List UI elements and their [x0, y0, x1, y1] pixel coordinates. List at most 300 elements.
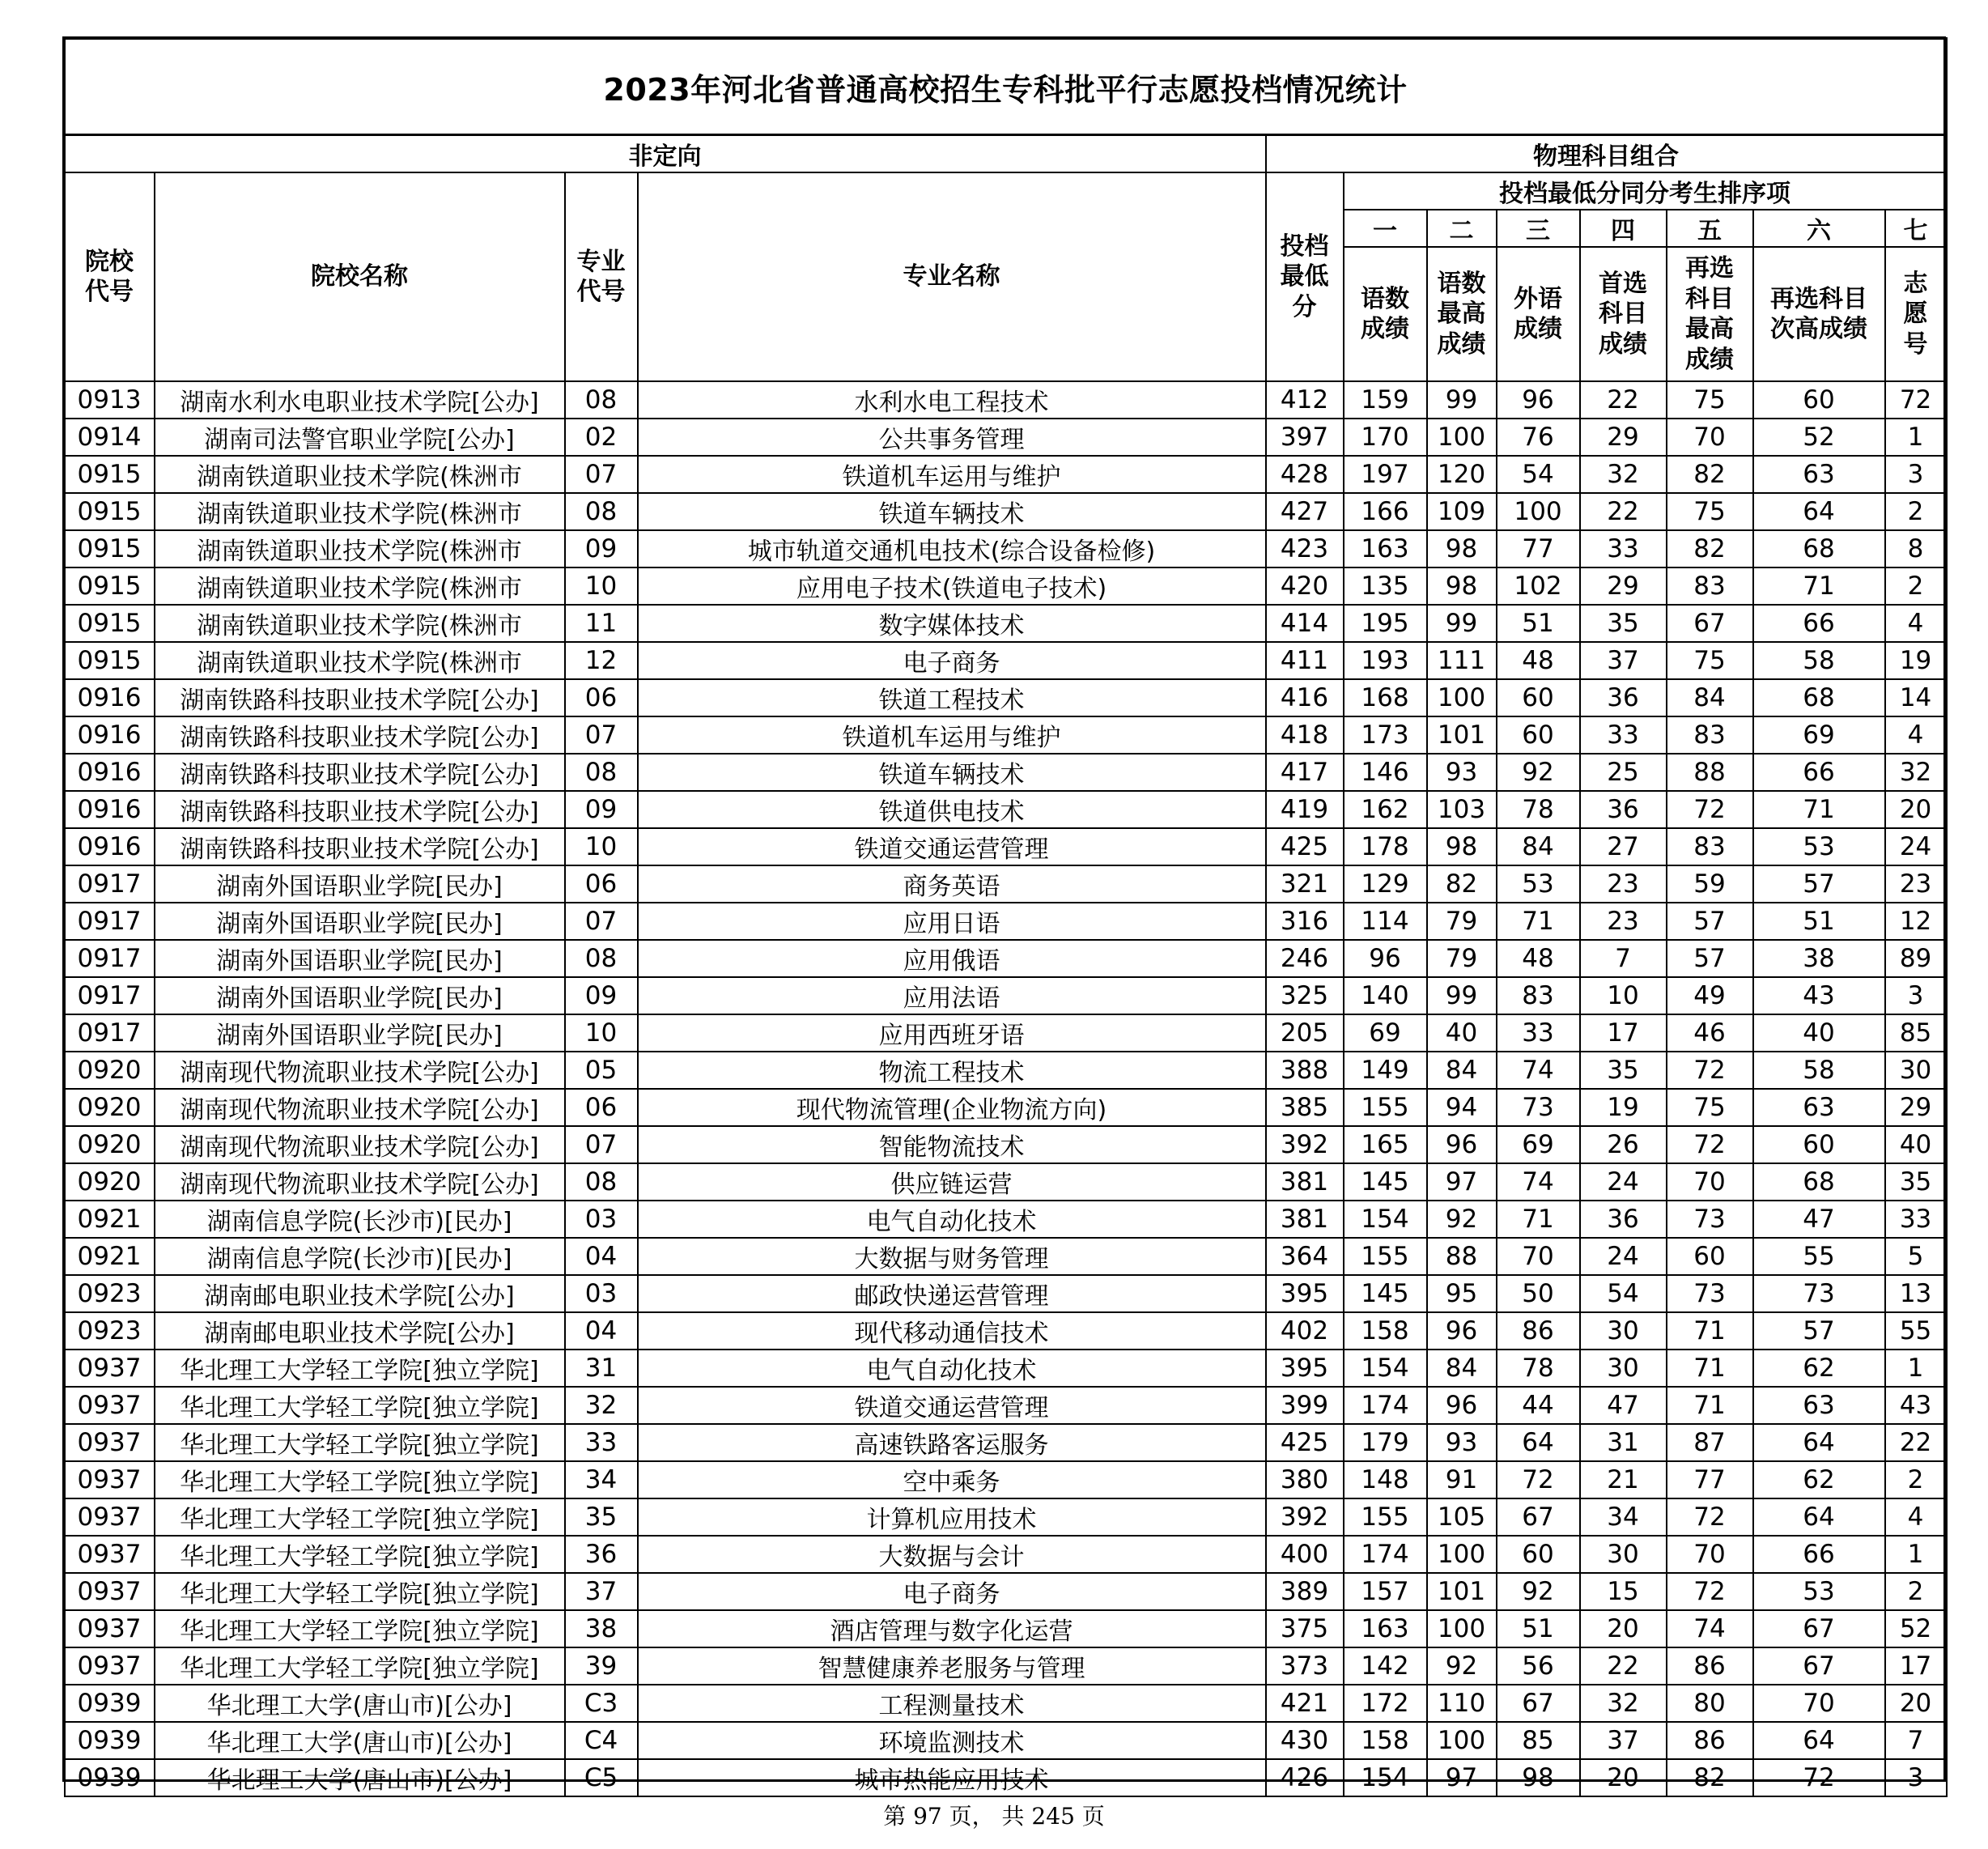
- cell-school-code: 0920: [65, 1163, 155, 1201]
- cell-rank-7: 20: [1885, 791, 1947, 828]
- cell-school-code: 0917: [65, 940, 155, 977]
- cell-major-code: 11: [565, 605, 638, 642]
- cell-rank-3: 77: [1497, 530, 1580, 567]
- cell-min-score: 411: [1266, 642, 1344, 679]
- rank-label-2: 语数 最高 成绩: [1427, 247, 1497, 381]
- cell-rank-5: 77: [1667, 1461, 1753, 1498]
- cell-rank-3: 51: [1497, 605, 1580, 642]
- cell-rank-1: 193: [1344, 642, 1427, 679]
- cell-rank-6: 63: [1753, 456, 1885, 493]
- cell-rank-3: 44: [1497, 1387, 1580, 1424]
- cell-rank-5: 86: [1667, 1647, 1753, 1685]
- cell-school-code: 0939: [65, 1685, 155, 1722]
- cell-rank-2: 96: [1427, 1387, 1497, 1424]
- cell-rank-6: 51: [1753, 903, 1885, 940]
- group-non-directional: 非定向: [65, 135, 1266, 173]
- cell-rank-3: 85: [1497, 1722, 1580, 1759]
- cell-min-score: 388: [1266, 1052, 1344, 1089]
- cell-rank-4: 33: [1580, 530, 1667, 567]
- cell-rank-2: 103: [1427, 791, 1497, 828]
- cell-school-code: 0915: [65, 530, 155, 567]
- cell-rank-1: 135: [1344, 567, 1427, 605]
- cell-rank-6: 72: [1753, 1759, 1885, 1796]
- cell-rank-4: 31: [1580, 1424, 1667, 1461]
- cell-rank-4: 36: [1580, 791, 1667, 828]
- cell-school-code: 0915: [65, 567, 155, 605]
- cell-rank-4: 23: [1580, 865, 1667, 903]
- cell-rank-2: 105: [1427, 1498, 1497, 1536]
- cell-school-code: 0937: [65, 1387, 155, 1424]
- cell-rank-7: 14: [1885, 679, 1947, 716]
- cell-rank-3: 71: [1497, 903, 1580, 940]
- cell-rank-3: 73: [1497, 1089, 1580, 1126]
- cell-rank-4: 35: [1580, 605, 1667, 642]
- cell-major-name: 酒店管理与数字化运营: [638, 1610, 1266, 1647]
- cell-rank-1: 159: [1344, 381, 1427, 419]
- cell-rank-3: 48: [1497, 940, 1580, 977]
- cell-rank-6: 67: [1753, 1647, 1885, 1685]
- cell-rank-2: 109: [1427, 493, 1497, 530]
- cell-rank-6: 70: [1753, 1685, 1885, 1722]
- table-row: [65, 1573, 1947, 1610]
- page-title: 2023年河北省普通高校招生专科批平行志愿投档情况统计: [65, 39, 1947, 135]
- cell-rank-3: 76: [1497, 419, 1580, 456]
- cell-rank-2: 96: [1427, 1312, 1497, 1350]
- cell-rank-5: 57: [1667, 903, 1753, 940]
- cell-major-name: 智慧健康养老服务与管理: [638, 1647, 1266, 1685]
- cell-rank-5: 71: [1667, 1312, 1753, 1350]
- cell-min-score: 418: [1266, 716, 1344, 754]
- cell-major-name: 现代物流管理(企业物流方向): [638, 1089, 1266, 1126]
- cell-rank-5: 71: [1667, 1387, 1753, 1424]
- cell-rank-2: 101: [1427, 716, 1497, 754]
- cell-major-name: 铁道机车运用与维护: [638, 456, 1266, 493]
- cell-rank-3: 83: [1497, 977, 1580, 1014]
- cell-rank-3: 78: [1497, 1350, 1580, 1387]
- cell-school-name: 华北理工大学轻工学院[独立学院]: [155, 1647, 565, 1685]
- table-row: [65, 1610, 1947, 1647]
- cell-rank-3: 51: [1497, 1610, 1580, 1647]
- cell-min-score: 395: [1266, 1275, 1344, 1312]
- table-row: [65, 940, 1947, 977]
- cell-major-code: 33: [565, 1424, 638, 1461]
- cell-major-code: 02: [565, 419, 638, 456]
- cell-min-score: 414: [1266, 605, 1344, 642]
- cell-rank-4: 15: [1580, 1573, 1667, 1610]
- cell-rank-1: 145: [1344, 1275, 1427, 1312]
- cell-major-name: 工程测量技术: [638, 1685, 1266, 1722]
- cell-rank-7: 3: [1885, 1759, 1947, 1796]
- table-row: [65, 1238, 1947, 1275]
- cell-rank-7: 85: [1885, 1014, 1947, 1052]
- cell-school-name: 湖南司法警官职业学院[公办]: [155, 419, 565, 456]
- cell-rank-4: 27: [1580, 828, 1667, 865]
- cell-school-name: 华北理工大学轻工学院[独立学院]: [155, 1461, 565, 1498]
- cell-school-name: 湖南水利水电职业技术学院[公办]: [155, 381, 565, 419]
- cell-min-score: 426: [1266, 1759, 1344, 1796]
- cell-school-name: 华北理工大学轻工学院[独立学院]: [155, 1573, 565, 1610]
- cell-rank-5: 88: [1667, 754, 1753, 791]
- cell-rank-1: 154: [1344, 1201, 1427, 1238]
- cell-min-score: 402: [1266, 1312, 1344, 1350]
- cell-rank-6: 53: [1753, 1573, 1885, 1610]
- cell-school-name: 湖南铁路科技职业技术学院[公办]: [155, 754, 565, 791]
- cell-min-score: 428: [1266, 456, 1344, 493]
- cell-rank-1: 155: [1344, 1238, 1427, 1275]
- cell-rank-7: 32: [1885, 754, 1947, 791]
- cell-school-name: 湖南铁道职业技术学院(株洲市: [155, 456, 565, 493]
- cell-school-name: 湖南铁道职业技术学院(株洲市: [155, 567, 565, 605]
- cell-major-name: 铁道交通运营管理: [638, 1387, 1266, 1424]
- cell-rank-4: 22: [1580, 1647, 1667, 1685]
- table-row: [65, 1387, 1947, 1424]
- cell-rank-5: 46: [1667, 1014, 1753, 1052]
- cell-major-code: 07: [565, 456, 638, 493]
- cell-rank-4: 37: [1580, 1722, 1667, 1759]
- cell-rank-7: 8: [1885, 530, 1947, 567]
- cell-school-code: 0916: [65, 679, 155, 716]
- table-row: [65, 1424, 1947, 1461]
- cell-major-name: 水利水电工程技术: [638, 381, 1266, 419]
- cell-rank-6: 63: [1753, 1089, 1885, 1126]
- cell-rank-4: 32: [1580, 456, 1667, 493]
- cell-rank-2: 93: [1427, 1424, 1497, 1461]
- cell-rank-7: 7: [1885, 1722, 1947, 1759]
- cell-min-score: 246: [1266, 940, 1344, 977]
- cell-rank-6: 68: [1753, 530, 1885, 567]
- cell-rank-4: 30: [1580, 1312, 1667, 1350]
- table-row: [65, 1461, 1947, 1498]
- cell-school-name: 湖南现代物流职业技术学院[公办]: [155, 1052, 565, 1089]
- table-row: [65, 530, 1947, 567]
- cell-rank-6: 67: [1753, 1610, 1885, 1647]
- cell-rank-4: 17: [1580, 1014, 1667, 1052]
- cell-rank-3: 86: [1497, 1312, 1580, 1350]
- cell-rank-5: 75: [1667, 493, 1753, 530]
- cell-school-name: 湖南外国语职业学院[民办]: [155, 865, 565, 903]
- cell-rank-4: 34: [1580, 1498, 1667, 1536]
- cell-rank-2: 88: [1427, 1238, 1497, 1275]
- cell-major-code: 07: [565, 903, 638, 940]
- cell-major-code: 09: [565, 530, 638, 567]
- cell-rank-3: 67: [1497, 1685, 1580, 1722]
- cell-rank-5: 87: [1667, 1424, 1753, 1461]
- cell-major-code: 10: [565, 828, 638, 865]
- cell-major-name: 电子商务: [638, 1573, 1266, 1610]
- cell-rank-1: 173: [1344, 716, 1427, 754]
- cell-major-name: 商务英语: [638, 865, 1266, 903]
- cell-rank-2: 100: [1427, 679, 1497, 716]
- cell-major-name: 电子商务: [638, 642, 1266, 679]
- cell-rank-5: 72: [1667, 1052, 1753, 1089]
- cell-min-score: 392: [1266, 1498, 1344, 1536]
- cell-min-score: 381: [1266, 1201, 1344, 1238]
- cell-rank-7: 5: [1885, 1238, 1947, 1275]
- cell-rank-2: 111: [1427, 642, 1497, 679]
- cell-rank-6: 38: [1753, 940, 1885, 977]
- cell-rank-4: 26: [1580, 1126, 1667, 1163]
- cell-major-name: 大数据与会计: [638, 1536, 1266, 1573]
- cell-rank-6: 40: [1753, 1014, 1885, 1052]
- cell-rank-3: 100: [1497, 493, 1580, 530]
- cell-rank-3: 48: [1497, 642, 1580, 679]
- cell-school-name: 华北理工大学轻工学院[独立学院]: [155, 1424, 565, 1461]
- cell-rank-4: 21: [1580, 1461, 1667, 1498]
- cell-rank-1: 142: [1344, 1647, 1427, 1685]
- cell-rank-7: 2: [1885, 1573, 1947, 1610]
- table-row: [65, 493, 1947, 530]
- cell-major-name: 计算机应用技术: [638, 1498, 1266, 1536]
- cell-school-name: 华北理工大学轻工学院[独立学院]: [155, 1498, 565, 1536]
- cell-major-code: 08: [565, 1163, 638, 1201]
- cell-major-name: 大数据与财务管理: [638, 1238, 1266, 1275]
- cell-min-score: 397: [1266, 419, 1344, 456]
- cell-rank-6: 60: [1753, 381, 1885, 419]
- cell-major-code: 04: [565, 1312, 638, 1350]
- cell-major-name: 环境监测技术: [638, 1722, 1266, 1759]
- cell-min-score: 381: [1266, 1163, 1344, 1201]
- cell-major-name: 铁道车辆技术: [638, 493, 1266, 530]
- cell-school-code: 0923: [65, 1275, 155, 1312]
- cell-school-code: 0937: [65, 1424, 155, 1461]
- header-major-name: 专业名称: [638, 172, 1266, 381]
- cell-min-score: 321: [1266, 865, 1344, 903]
- cell-min-score: 399: [1266, 1387, 1344, 1424]
- cell-major-code: 12: [565, 642, 638, 679]
- cell-school-name: 湖南铁路科技职业技术学院[公办]: [155, 679, 565, 716]
- cell-rank-2: 95: [1427, 1275, 1497, 1312]
- cell-min-score: 389: [1266, 1573, 1344, 1610]
- cell-min-score: 373: [1266, 1647, 1344, 1685]
- cell-school-code: 0939: [65, 1759, 155, 1796]
- table-row: [65, 1312, 1947, 1350]
- header-school-name: 院校名称: [155, 172, 565, 381]
- cell-rank-3: 71: [1497, 1201, 1580, 1238]
- cell-rank-1: 162: [1344, 791, 1427, 828]
- cell-school-name: 湖南邮电职业技术学院[公办]: [155, 1312, 565, 1350]
- cell-rank-5: 70: [1667, 1536, 1753, 1573]
- cell-major-code: C3: [565, 1685, 638, 1722]
- table-row: [65, 828, 1947, 865]
- cell-school-code: 0914: [65, 419, 155, 456]
- cell-major-code: 10: [565, 1014, 638, 1052]
- cell-rank-7: 22: [1885, 1424, 1947, 1461]
- table-row: [65, 642, 1947, 679]
- cell-rank-4: 24: [1580, 1163, 1667, 1201]
- cell-min-score: 380: [1266, 1461, 1344, 1498]
- cell-school-code: 0920: [65, 1089, 155, 1126]
- cell-rank-5: 83: [1667, 828, 1753, 865]
- cell-rank-6: 66: [1753, 605, 1885, 642]
- cell-rank-6: 63: [1753, 1387, 1885, 1424]
- cell-rank-5: 73: [1667, 1275, 1753, 1312]
- cell-rank-7: 52: [1885, 1610, 1947, 1647]
- cell-rank-4: 20: [1580, 1610, 1667, 1647]
- cell-major-code: 10: [565, 567, 638, 605]
- cell-rank-2: 100: [1427, 1610, 1497, 1647]
- cell-major-code: 06: [565, 1089, 638, 1126]
- rank-label-1: 语数 成绩: [1344, 247, 1427, 381]
- cell-school-name: 湖南外国语职业学院[民办]: [155, 940, 565, 977]
- cell-rank-6: 53: [1753, 828, 1885, 865]
- cell-rank-1: 197: [1344, 456, 1427, 493]
- cell-rank-5: 84: [1667, 679, 1753, 716]
- cell-school-name: 湖南信息学院(长沙市)[民办]: [155, 1201, 565, 1238]
- cell-rank-1: 146: [1344, 754, 1427, 791]
- cell-rank-6: 58: [1753, 1052, 1885, 1089]
- cell-major-code: C5: [565, 1759, 638, 1796]
- cell-school-code: 0937: [65, 1498, 155, 1536]
- cell-rank-2: 82: [1427, 865, 1497, 903]
- cell-rank-1: 174: [1344, 1387, 1427, 1424]
- cell-rank-2: 100: [1427, 1536, 1497, 1573]
- cell-rank-2: 110: [1427, 1685, 1497, 1722]
- table-row: [65, 754, 1947, 791]
- cell-school-name: 湖南铁路科技职业技术学院[公办]: [155, 791, 565, 828]
- cell-rank-3: 56: [1497, 1647, 1580, 1685]
- cell-rank-3: 69: [1497, 1126, 1580, 1163]
- cell-rank-7: 40: [1885, 1126, 1947, 1163]
- cell-rank-4: 36: [1580, 679, 1667, 716]
- cell-major-name: 智能物流技术: [638, 1126, 1266, 1163]
- cell-rank-5: 72: [1667, 1126, 1753, 1163]
- cell-rank-1: 158: [1344, 1722, 1427, 1759]
- cell-major-name: 邮政快递运营管理: [638, 1275, 1266, 1312]
- cell-rank-1: 145: [1344, 1163, 1427, 1201]
- cell-rank-6: 62: [1753, 1461, 1885, 1498]
- table-row: [65, 865, 1947, 903]
- cell-rank-6: 66: [1753, 754, 1885, 791]
- cell-min-score: 400: [1266, 1536, 1344, 1573]
- cell-school-code: 0917: [65, 865, 155, 903]
- table-row: [65, 716, 1947, 754]
- table-row: [65, 1163, 1947, 1201]
- admission-table: [63, 37, 1948, 1797]
- cell-rank-5: 73: [1667, 1201, 1753, 1238]
- cell-rank-3: 72: [1497, 1461, 1580, 1498]
- cell-rank-6: 57: [1753, 1312, 1885, 1350]
- cell-rank-2: 97: [1427, 1759, 1497, 1796]
- cell-rank-2: 79: [1427, 903, 1497, 940]
- cell-rank-3: 92: [1497, 1573, 1580, 1610]
- cell-rank-4: 19: [1580, 1089, 1667, 1126]
- cell-rank-2: 98: [1427, 530, 1497, 567]
- table-row: [65, 1350, 1947, 1387]
- cell-rank-4: 47: [1580, 1387, 1667, 1424]
- cell-major-code: 37: [565, 1573, 638, 1610]
- cell-min-score: 416: [1266, 679, 1344, 716]
- cell-rank-3: 67: [1497, 1498, 1580, 1536]
- cell-rank-3: 98: [1497, 1759, 1580, 1796]
- cell-major-name: 铁道供电技术: [638, 791, 1266, 828]
- cell-major-name: 高速铁路客运服务: [638, 1424, 1266, 1461]
- cell-rank-2: 99: [1427, 605, 1497, 642]
- cell-major-code: 31: [565, 1350, 638, 1387]
- cell-rank-5: 70: [1667, 1163, 1753, 1201]
- cell-rank-2: 40: [1427, 1014, 1497, 1052]
- rank-number-2: 二: [1427, 210, 1497, 247]
- cell-rank-2: 98: [1427, 567, 1497, 605]
- cell-major-code: 03: [565, 1275, 638, 1312]
- cell-major-name: 现代移动通信技术: [638, 1312, 1266, 1350]
- cell-school-name: 华北理工大学(唐山市)[公办]: [155, 1685, 565, 1722]
- cell-rank-7: 3: [1885, 977, 1947, 1014]
- cell-rank-5: 60: [1667, 1238, 1753, 1275]
- cell-rank-2: 94: [1427, 1089, 1497, 1126]
- cell-rank-1: 165: [1344, 1126, 1427, 1163]
- rank-number-5: 五: [1667, 210, 1753, 247]
- cell-min-score: 364: [1266, 1238, 1344, 1275]
- cell-school-name: 湖南铁道职业技术学院(株洲市: [155, 493, 565, 530]
- cell-rank-5: 67: [1667, 605, 1753, 642]
- table-row: [65, 679, 1947, 716]
- cell-school-name: 湖南铁道职业技术学院(株洲市: [155, 642, 565, 679]
- table-row: [65, 1201, 1947, 1238]
- table-row: [65, 1275, 1947, 1312]
- cell-rank-6: 64: [1753, 1498, 1885, 1536]
- cell-major-code: 07: [565, 1126, 638, 1163]
- cell-rank-7: 1: [1885, 1350, 1947, 1387]
- cell-major-code: 32: [565, 1387, 638, 1424]
- cell-school-code: 0915: [65, 642, 155, 679]
- cell-school-code: 0937: [65, 1461, 155, 1498]
- table-row: [65, 1052, 1947, 1089]
- cell-rank-4: 32: [1580, 1685, 1667, 1722]
- cell-school-code: 0917: [65, 977, 155, 1014]
- rank-number-7: 七: [1885, 210, 1947, 247]
- cell-major-code: 08: [565, 940, 638, 977]
- table-row: [65, 791, 1947, 828]
- cell-major-name: 应用日语: [638, 903, 1266, 940]
- cell-major-name: 电气自动化技术: [638, 1201, 1266, 1238]
- cell-min-score: 427: [1266, 493, 1344, 530]
- group-physics-combination: 物理科目组合: [1266, 135, 1947, 173]
- cell-rank-1: 157: [1344, 1573, 1427, 1610]
- cell-major-code: 34: [565, 1461, 638, 1498]
- cell-rank-1: 163: [1344, 530, 1427, 567]
- cell-min-score: 205: [1266, 1014, 1344, 1052]
- cell-rank-1: 172: [1344, 1685, 1427, 1722]
- cell-major-code: 09: [565, 791, 638, 828]
- cell-rank-4: 37: [1580, 642, 1667, 679]
- cell-rank-2: 92: [1427, 1647, 1497, 1685]
- cell-min-score: 425: [1266, 1424, 1344, 1461]
- cell-major-code: 03: [565, 1201, 638, 1238]
- cell-school-code: 0921: [65, 1238, 155, 1275]
- table-row: [65, 1536, 1947, 1573]
- cell-school-code: 0937: [65, 1610, 155, 1647]
- cell-rank-1: 163: [1344, 1610, 1427, 1647]
- cell-rank-1: 174: [1344, 1536, 1427, 1573]
- cell-rank-7: 4: [1885, 716, 1947, 754]
- cell-major-name: 空中乘务: [638, 1461, 1266, 1498]
- cell-rank-5: 72: [1667, 1573, 1753, 1610]
- header-min-score: 投档 最低 分: [1266, 172, 1344, 381]
- cell-rank-3: 54: [1497, 456, 1580, 493]
- cell-rank-6: 64: [1753, 1424, 1885, 1461]
- cell-rank-7: 89: [1885, 940, 1947, 977]
- cell-min-score: 392: [1266, 1126, 1344, 1163]
- cell-rank-7: 13: [1885, 1275, 1947, 1312]
- cell-school-name: 湖南现代物流职业技术学院[公办]: [155, 1163, 565, 1201]
- cell-rank-1: 168: [1344, 679, 1427, 716]
- cell-rank-7: 23: [1885, 865, 1947, 903]
- cell-rank-4: 30: [1580, 1536, 1667, 1573]
- cell-rank-5: 70: [1667, 419, 1753, 456]
- page-footer: 第 97 页， 共 245 页: [883, 1803, 1105, 1830]
- cell-rank-2: 92: [1427, 1201, 1497, 1238]
- cell-school-name: 湖南现代物流职业技术学院[公办]: [155, 1126, 565, 1163]
